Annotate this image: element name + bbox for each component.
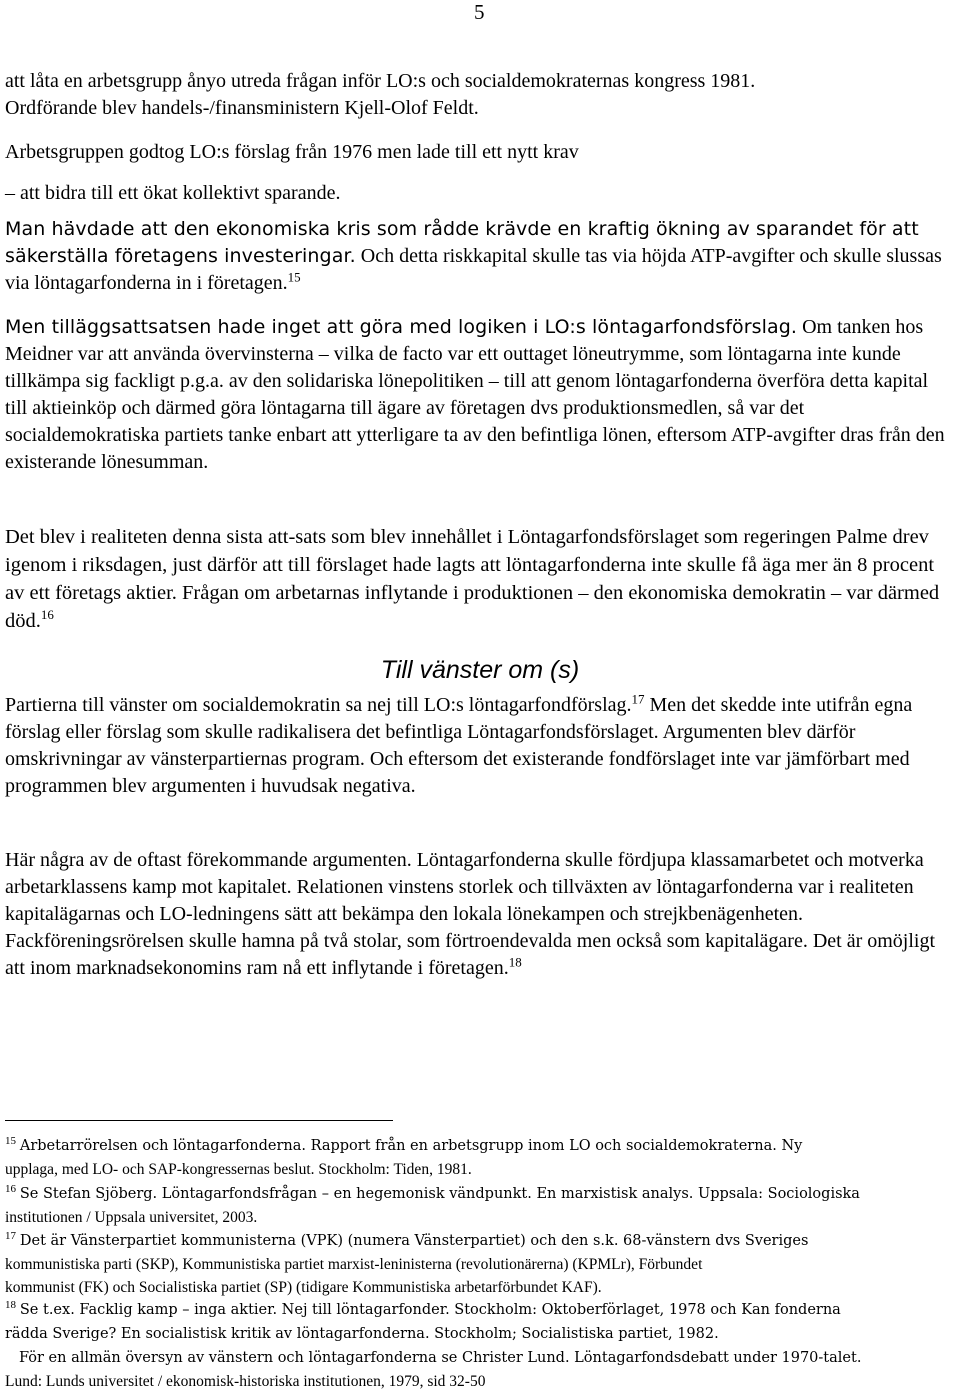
footnote-15-title: Arbetarrörelsen och löntagarfonderna. Rapport från en arbetsgrupp inom LO och socialdemokraterna. Ny [19,1138,803,1154]
footnote-18-line-3: För en allmän översyn av vänstern och löntagarfonderna se Christer Lund. Löntagarfondsdebatt under 1970-talet. [19,1350,862,1366]
footnote-17 [5,1229,954,1299]
footnote-ref-15: 15 [287,269,301,285]
footnote-15 [5,1134,954,1181]
paragraph-savings [5,216,952,297]
paragraph-reality [5,523,952,635]
footnote-18-number: 18 [5,1298,16,1311]
paragraph-left-parties-body: Men det skedde inte utifrån egna förslag eller förslag som skulle radikalisera det befintliga Löntagarfondsförslaget. Argumenten blev därför omskrivningar av vänsterpartiernas program. Och eftersom det existerande fondförslaget inte var jämförbart med programmen blev argumenten i huvudsak negativa. [5,694,913,797]
line-4: – att bidra till ett ökat kollektivt sparande. [5,182,341,204]
footnote-17-number: 17 [5,1229,16,1242]
footnote-16-title: Se Stefan Sjöberg. Löntagarfondsfrågan – en hegemonisk vändpunkt. En marxistisk analys. Uppsala: Sociologiska [19,1186,860,1202]
page-number: 5 [474,0,485,24]
footnote-17-line-2: kommunistiska parti (SKP), Kommunistiska partiet marxist-leninisterna (revolutionärerna) (KPMLr), Förbundet [5,1256,703,1273]
footnote-16-number: 16 [5,1182,16,1195]
paragraph-arguments-text: Här några av de oftast förekommande argumenten. Löntagarfonderna skulle fördjupa klassamarbetet och motverka arbetarklassens kamp mot kapitalet. Relationen vinstens storlek och tillväxten av löntagarfonderna var i realiteten kapitalägarnas och LO-ledningens sätt att bekämpa den lokala lönekampen och strejkbenägenheten. Fackföreningsrörelsen skulle hamna på två stolar, som förtroendevalda men också som kapitalägare. Det är omöjligt att inom marknadsekonomins ram nå ett inflytande i företagen. [5,849,936,979]
footnote-18-line-2: rädda Sverige? En socialistisk kritik av löntagarfonderna. Stockholm; Socialistiska partiet, 1982. [5,1326,719,1342]
paragraph-savings-risk: Och detta riskkapital skulle tas via höjda ATP-avgifter och skulle slussas via löntagarfonderna in i företagen. [5,245,942,294]
footnote-ref-16: 16 [40,607,54,623]
footnote-18-line-4: Lund: Lunds universitet / ekonomisk-historiska institutionen, 1979, sid 32-50 [5,1373,486,1390]
paragraph-addition-lead: Men tilläggsattsatsen hade inget att göra med logiken i LO:s löntagarfondsförslag. [5,316,798,338]
footnote-17-line-1: Det är Vänsterpartiet kommunisterna (VPK) (numera Vänsterpartiet) och den s.k. 68-vänstern dvs Sveriges [19,1233,809,1249]
section-heading: Till vänster om (s) [380,656,580,684]
footnote-15-publisher: upplaga, med LO- och SAP-kongressernas beslut. Stockholm: Tiden, 1981. [5,1161,472,1178]
line-2: Ordförande blev handels-/finansministern Kjell-Olof Feldt. [5,97,479,119]
paragraph-addition-body: Om tanken hos Meidner var att använda övervinsterna – vilka de facto var ett outtaget löneutrymme, som löntagarna inte kunde tillkämpa sig fackligt p.g.a. av den solidariska lönepolitiken – till att genom löntagarfonderna överföra detta kapital till aktieinköp och därmed göra löntagarna till ägare av företagen dvs produktionsmedlen, så var det socialdemokratiska partiets tanke enbart att ytterligare ta av den befintliga lönen, eftersom ATP-avgifter dras från den existerande lönesumman. [5,316,945,473]
paragraph-reality-text: Det blev i realiteten denna sista att-sats som blev innehållet i Löntagarfondsförslaget som regeringen Palme drev igenom i riksdagen, just därför att till förslaget hade lagts att löntagarfonderna inte skulle få äga mer än 8 procent av ett företags aktier. Frågan om arbetarnas inflytande i produktionen – den ekonomiska demokratin – var därmed död. [5,526,940,632]
paragraph-savings-claim: Man hävdade att den ekonomiska kris som rådde krävde en kraftig ökning av sparandet för att säkerställa företagens investeringar. [5,218,919,267]
footnote-16-publisher: institutionen / Uppsala universitet, 2003. [5,1209,258,1226]
line-3: Arbetsgruppen godtog LO:s förslag från 1976 men lade till ett nytt krav [5,141,579,163]
paragraph-addition [5,314,952,476]
paragraph-arguments [5,847,952,982]
footnote-18 [5,1298,954,1393]
footnote-separator [5,1120,393,1121]
footnote-15-number: 15 [5,1134,16,1147]
line-1: att låta en arbetsgrupp ånyo utreda frågan inför LO:s och socialdemokraternas kongress 1981. [5,70,756,92]
footnote-16 [5,1182,954,1229]
paragraph-left-parties [5,692,952,800]
footnote-17-line-3: kommunist (FK) och Socialistiska partiet (SP) (tidigare Kommunistiska arbetarförbundet KAF). [5,1279,602,1296]
footnote-ref-18: 18 [508,954,522,970]
footnote-ref-17: 17 [631,691,645,707]
paragraph-left-parties-lead: Partierna till vänster om socialdemokratin sa nej till LO:s löntagarfondförslag. [5,694,632,716]
footnote-18-line-1: Se t.ex. Facklig kamp – inga aktier. Nej till löntagarfonder. Stockholm: Oktoberförlaget, 1978 och Kan fonderna [19,1302,841,1318]
